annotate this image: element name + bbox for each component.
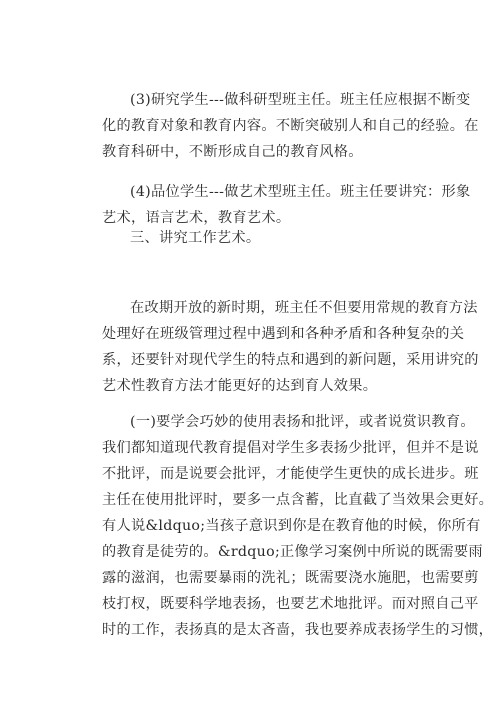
text-line: 化的教育对象和教育内容。不断突破别人和自己的经验。在 <box>102 118 479 134</box>
text-line: 枝打杈，既要科学地表扬，也要艺术地批评。而对照自己平 <box>102 596 479 612</box>
text-line: 在改期开放的新时期，班主任不但要用常规的教育方法 <box>130 300 478 316</box>
text-line: (一)要学会巧妙的使用表扬和批评，或者说赏识教育。 <box>130 414 475 430</box>
heading-line: 三、讲究工作艺术。 <box>130 230 261 246</box>
text-line: 我们都知道现代教育提倡对学生多表扬少批评，但并不是说 <box>102 440 479 456</box>
text-line: (3)研究学生---做科研型班主任。班主任应根据不断变 <box>130 92 471 108</box>
text-line: (4)品位学生---做艺术型班主任。班主任要讲究：形象 <box>130 184 471 200</box>
text-line: 系，还要针对现代学生的特点和遇到的新问题，采用讲究的 <box>102 352 479 368</box>
text-line: 的教育是徒劳的。&rdquo;正像学习案例中所说的既需要雨 <box>102 544 483 560</box>
paragraph-praise-criticism <box>102 409 494 643</box>
paragraph-appreciate-students <box>102 179 471 231</box>
text-line: 处理好在班级管理过程中遇到和各种矛盾和各种复杂的关 <box>102 326 465 342</box>
paragraph-research-students <box>102 87 479 165</box>
text-line: 艺术性教育方法才能更好的达到育人效果。 <box>102 378 378 394</box>
text-line: 时的工作，表扬真的是太吝啬，我也要养成表扬学生的习惯， <box>102 622 494 638</box>
text-line: 有人说&ldquo;当孩子意识到你是在教育他的时候，你所有 <box>102 518 481 534</box>
text-line: 艺术，语言艺术，教育艺术。 <box>102 210 291 226</box>
paragraph-new-era <box>102 295 479 399</box>
text-line: 露的滋润，也需要暴雨的洗礼；既需要浇水施肥，也需要剪 <box>102 570 479 586</box>
text-line: 不批评，而是说要会批评，才能使学生更快的成长进步。班 <box>102 466 479 482</box>
text-line: 主任在使用批评时，要多一点含蓄，比直截了当效果会更好。 <box>102 492 494 508</box>
section-heading <box>102 225 432 251</box>
text-line: 教育科研中，不断形成自己的教育风格。 <box>102 144 363 160</box>
